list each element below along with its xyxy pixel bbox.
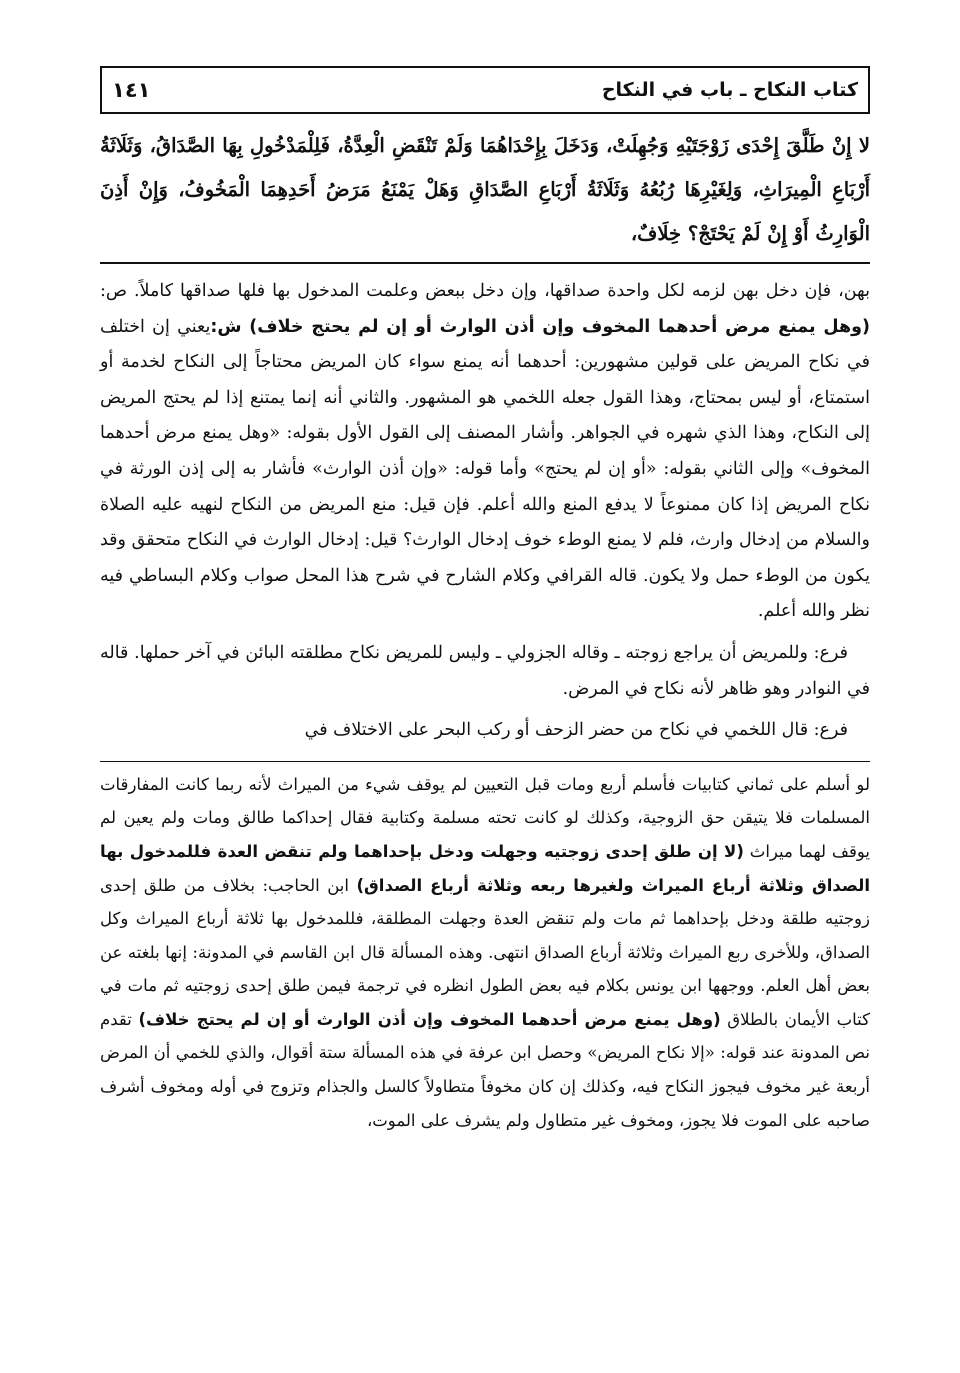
quoted-matn: (وهل يمنع مرض أحدهما المخوف وإن أذن الوارث أو إن لم يحتج خلاف) ش: — [210, 316, 870, 337]
quoted-matn: (لا إن طلق إحدى زوجتيه وجهلت ودخل بإحداهما ولم تنقض العدة فللمدخول بها الصداق وثلاثة أرباع الميراث ولغيرها ربعه وثلاثة أرباع الصداق) — [100, 841, 870, 895]
running-title: كتاب النكاح ـ باب في النكاح — [601, 79, 858, 101]
book-page — [100, 66, 870, 1356]
commentary-text: يعني إن اختلف في نكاح المريض على قولين مشهورين: أحدهما أنه يمنع سواء كان المريض محتاجاً إلى النكاح لخدمة أو استمتاع، أو ليس بمحتاج، وهذا القول جعله اللخمي هو المشهور. والثاني أنه إنما يمتنع إذا لم يحتج المريض إلى النكاح، وهذا الذي شهره في الجواهر. وأشار المصنف إلى القول الأول بقوله: «وهل يمنع مرض أحدهما المخوف» وإلى الثاني بقوله: «أو إن لم يحتج» وأما قوله: «وإن أذن الوارث» فأشار به إلى إذن الورثة في نكاح المريض إذا كان ممنوعاً لا يدفع المنع والله أعلم. فإن قيل: منع المريض من النكاح لنهيه عليه الصلاة والسلام من إدخال وارث، فلم لا يمنع الوطء خوف إدخال الوارث؟ قيل: إدخال الوارث في النكاح متحقق وقد يكون من الوطء حمل ولا يكون. قاله القرافي وكلام الشارح في شرح هذا المحل صواب وكلام البساطي فيه نظر والله أعلم. — [100, 316, 870, 622]
main-text: لا إِنْ طَلَّقَ إِحْدَى زَوْجَتَيْهِ وَجُهِلَتْ، وَدَخَلَ بِإِحْدَاهُمَا وَلَمْ تَنْقَضِ الْعِدَّةُ، فَلِلْمَدْخُولِ بِهَا الصَّدَاقُ، وَثَلَاثَةُ أَرْبَاعِ الْمِيرَاثِ، وَلِغَيْرِهَا رُبُعُهُ وَثَلَاثَةُ أَرْبَاعِ الصَّدَاقِ وَهَلْ يَمْنَعُ مَرَضُ أَحَدِهِمَا الْمَخُوفُ، وَإِنْ أَذِنَ الْوَارِثُ أَوْ إِنْ لَمْ يَحْتَجْ؟ خِلَافٌ، — [100, 134, 870, 245]
note-text: لو أسلم على ثماني كتابيات فأسلم أربع ومات قبل التعيين لم يوقف شيء من الميراث لأنه ربما كانت المفارقات المسلمات فلا يتيقن حق الزوجية، وكذلك لو كانت تحته مسلمة وكتابية فقال إحداكما طالق ومات ولم يعين لم يوقف لهما ميراث — [100, 774, 871, 861]
note-text: تقدم نص المدونة عند قوله: «إلا نكاح المريض» وحصل ابن عرفة في هذه المسألة ستة أقوال، والذي للخمي أن المرض أربعة غير مخوف فيجوز النكاح فيه، وكذلك إن كان مخوفاً متطاولاً كالسل والجذام وتزوج في أوله ومخوف أشرف صاحبه على الموت فلا يجوز، ومخوف غير متطاول ولم يشرف على الموت، — [100, 1009, 870, 1130]
branch-paragraph: فرع: قال اللخمي في نكاح من حضر الزحف أو ركب البحر على الاختلاف في — [304, 720, 848, 741]
commentary-paragraph — [100, 274, 870, 630]
note-text: ابن الحاجب: بخلاف من طلق إحدى زوجتيه طلقة ودخل بإحداهما ثم مات ولم تنقض العدة وجهلت المطلقة، فللمدخول بها ثلاثة أرباع الميراث وكل الصداق، وللأخرى ربع الميراث وثلاثة أرباع الصداق انتهى. وهذه المسألة قال ابن القاسم في المدونة: إنها بلغته عن بعض أهل العلم. ووجهها ابن يونس بكلام فيه بعض الطول انظره في ترجمة فيمن طلق إحدى زوجتيه ثم مات في كتاب الأيمان بالطلاق — [100, 875, 870, 1029]
page-header — [100, 66, 870, 114]
branch-paragraph: فرع: وللمريض أن يراجع زوجته ـ وقاله الجزولي ـ وليس للمريض نكاح مطلقته البائن في آخر حملها. قاله في النوادر وهو ظاهر لأنه نكاح في المرض. — [100, 642, 870, 699]
page-number: ١٤١ — [112, 78, 151, 102]
commentary-section — [100, 274, 870, 749]
margin-note-paragraph — [100, 768, 870, 1138]
margin-notes-section — [100, 768, 870, 1138]
section-divider — [100, 262, 870, 264]
quoted-matn: (وهل يمنع مرض أحدهما المخوف وإن أذن الوارث أو إن لم يحتج خلاف) — [138, 1009, 721, 1029]
footnote-divider — [100, 761, 870, 762]
commentary-text: بهن، فإن دخل بهن لزمه لكل واحدة صداقها، وإن دخل ببعض وعلمت المدخول بها فلها صداقها كاملاً. ص: — [100, 281, 870, 301]
